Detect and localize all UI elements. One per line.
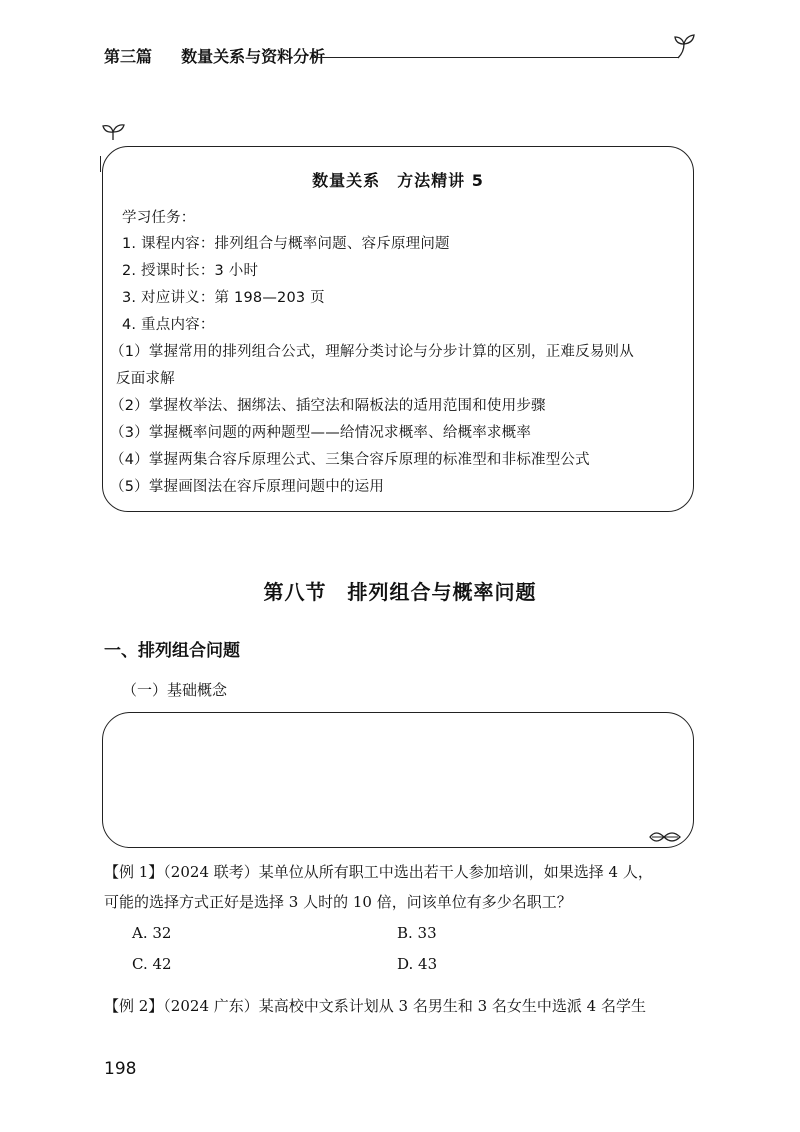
example-1-line: 可能的选择方式正好是选择 3 人时的 10 倍，问该单位有多少名职工？ (104, 893, 572, 911)
option-a: A. 32 (132, 924, 172, 942)
running-header (104, 44, 325, 67)
task-item: 3. 对应讲义：第 198—203 页 (122, 290, 325, 306)
section-title: 第八节 排列组合与概率问题 (263, 580, 537, 604)
page-number: 198 (104, 1059, 137, 1079)
header-title: 数量关系与资料分析 (181, 47, 326, 66)
key-point: （5）掌握画图法在容斥原理问题中的运用 (110, 479, 385, 495)
example-1-question (104, 857, 700, 917)
task-item: 4. 重点内容： (122, 317, 215, 333)
example-2-line: 【例 2】（2024 广东）某高校中文系计划从 3 名男生和 3 名女生中选派 4 名学生 (104, 997, 646, 1015)
header-rule (312, 57, 678, 58)
task-item: 2. 授课时长：3 小时 (122, 263, 259, 279)
concept-box (102, 712, 694, 848)
option-c: C. 42 (132, 955, 172, 973)
header-chapter: 第三篇 (104, 47, 153, 66)
key-point: （1）掌握常用的排列组合公式，理解分类讨论与分步计算的区别，正难反易则从 (110, 344, 634, 360)
key-point: 反面求解 (116, 371, 175, 387)
task-item: 1. 课程内容：排列组合与概率问题、容斥原理问题 (122, 236, 450, 252)
key-point: （3）掌握概率问题的两种题型——给情况求概率、给概率求概率 (110, 425, 532, 441)
key-point: （4）掌握两集合容斥原理公式、三集合容斥原理的标准型和非标准型公式 (110, 452, 590, 468)
sprout-icon (100, 120, 128, 146)
heading-level2: （一）基础概念 (122, 681, 228, 699)
key-point: （2）掌握枚举法、捆绑法、插空法和隔板法的适用范围和使用步骤 (110, 398, 546, 414)
box-margin-mark (100, 156, 101, 172)
option-b: B. 33 (397, 924, 437, 942)
heading-level1: 一、排列组合问题 (104, 641, 240, 661)
sprout-icon (672, 32, 698, 64)
example-2-question (104, 991, 700, 1021)
option-d: D. 43 (397, 955, 438, 973)
sprout-icon (648, 828, 682, 850)
example-1-line: 【例 1】（2024 联考）某单位从所有职工中选出若干人参加培训，如果选择 4 人， (104, 863, 653, 881)
task-label: 学习任务： (122, 210, 196, 226)
study-box-title: 数量关系 方法精讲 5 (312, 171, 484, 190)
